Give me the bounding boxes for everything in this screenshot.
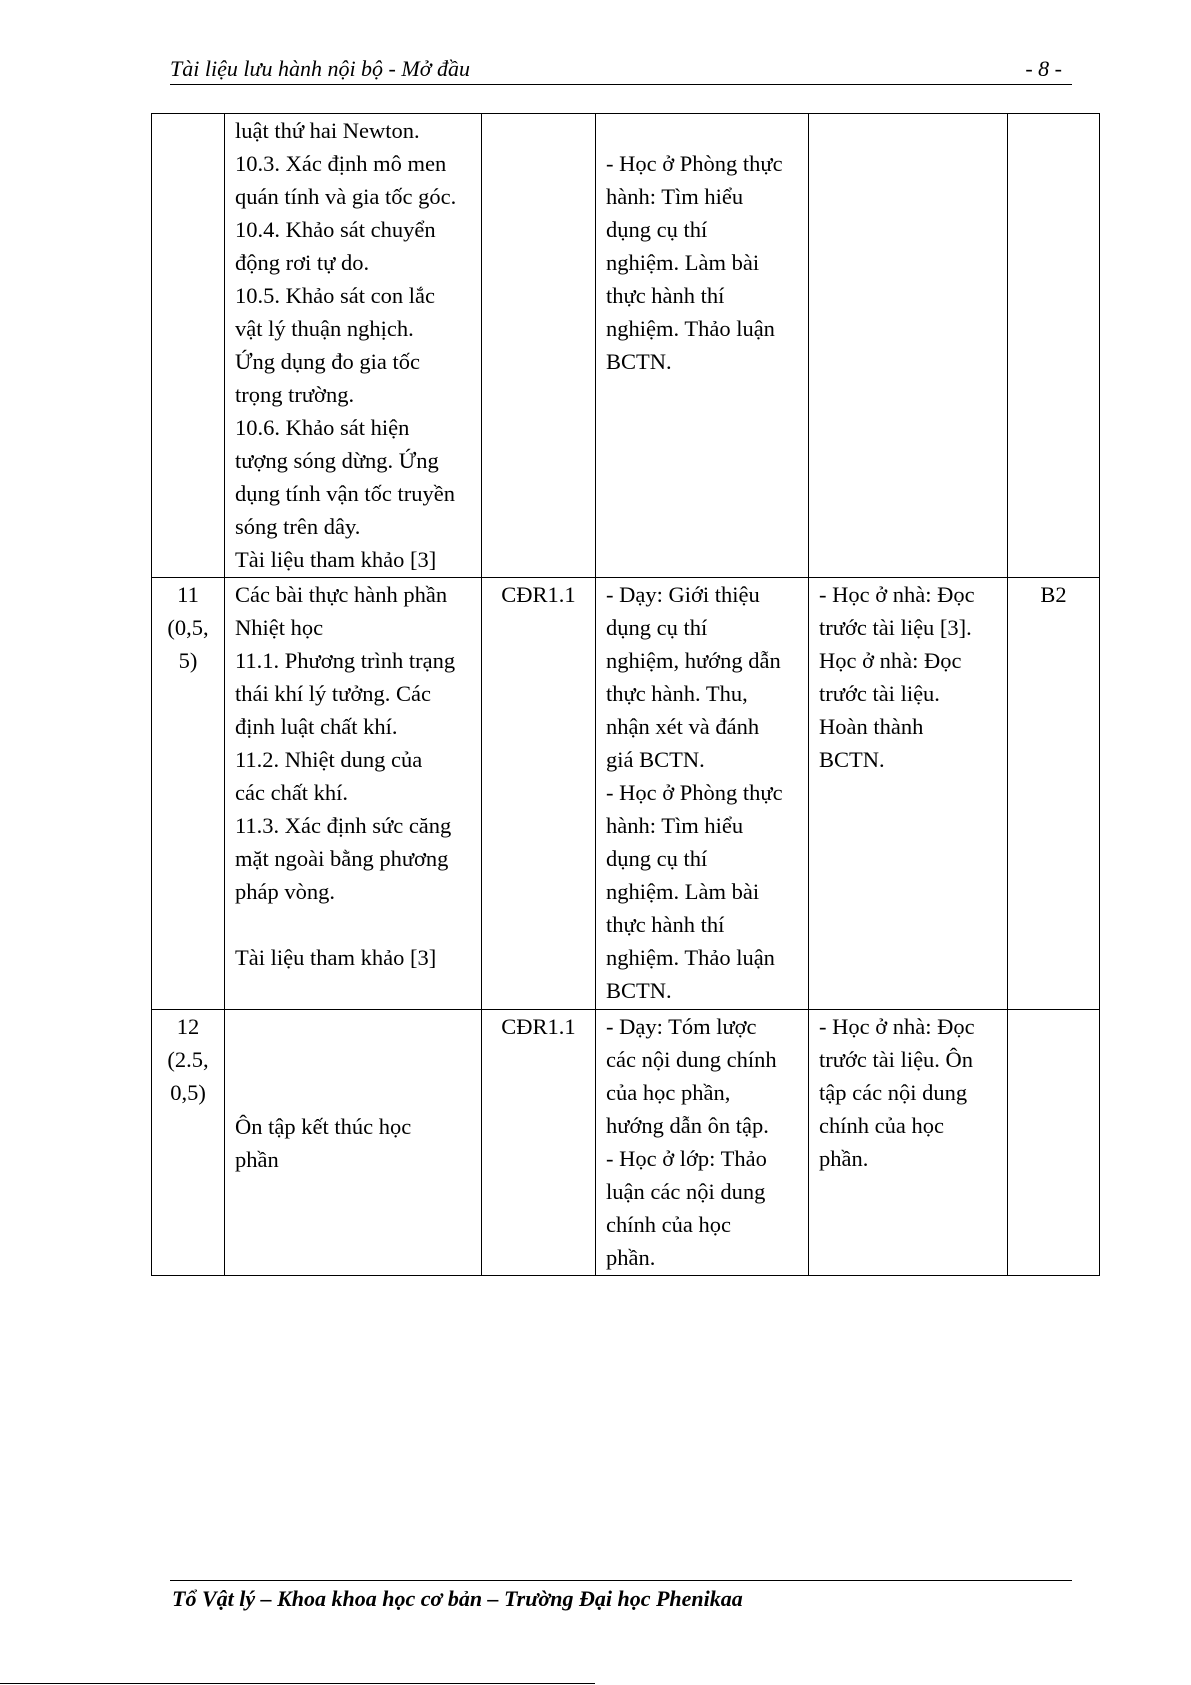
content-line: 10.3. Xác định mô men xyxy=(235,151,447,176)
week-cell xyxy=(152,578,225,1010)
activity-line: dụng cụ thí xyxy=(606,217,708,242)
week-line: (2.5, xyxy=(167,1047,209,1072)
activity-line: nghiệm. Thảo luận xyxy=(606,316,775,341)
content-line: sóng trên dây. xyxy=(235,514,361,539)
content-line: tượng sóng dừng. Ứng xyxy=(235,448,439,473)
content-line: 10.5. Khảo sát con lắc xyxy=(235,283,435,308)
content-line: 11.2. Nhiệt dung của xyxy=(235,747,423,772)
week-line: 0,5) xyxy=(170,1080,206,1105)
content-line: định luật chất khí. xyxy=(235,714,398,739)
self-study-line: - Học ở nhà: Đọc xyxy=(819,1014,975,1039)
assessment-cell: B2 xyxy=(1008,578,1100,1010)
outcome-cell: CĐR1.1 xyxy=(482,578,596,1010)
self-study-line: chính của học xyxy=(819,1113,944,1138)
content-line: Nhiệt học xyxy=(235,615,324,640)
activity-line: nhận xét và đánh xyxy=(606,714,760,739)
activity-line: phần. xyxy=(606,1245,656,1270)
activity-line: BCTN. xyxy=(606,978,672,1003)
content-line: phần xyxy=(235,1146,279,1172)
page-header xyxy=(170,52,1072,85)
assessment-cell xyxy=(1008,114,1100,578)
footer-divider xyxy=(170,1580,1072,1581)
activity-line: thực hành thí xyxy=(606,283,725,308)
week-line: 11 xyxy=(177,582,199,607)
syllabus-table xyxy=(151,113,1100,1276)
self-study-line: BCTN. xyxy=(819,747,885,772)
activity-line: hành: Tìm hiểu xyxy=(606,184,744,209)
self-study-line: trước tài liệu [3]. xyxy=(819,615,972,640)
activity-line: - Học ở Phòng thực xyxy=(606,151,783,176)
week-line: 12 xyxy=(176,1014,200,1039)
self-study-line: tập các nội dung xyxy=(819,1080,968,1105)
activity-line: nghiệm, hướng dẫn xyxy=(606,648,781,673)
spacer xyxy=(606,114,798,147)
self-study-line: trước tài liệu. xyxy=(819,681,940,706)
self-study-line: - Học ở nhà: Đọc xyxy=(819,582,975,607)
self-study-line: Hoàn thành xyxy=(819,714,924,739)
self-study-line: trước tài liệu. Ôn xyxy=(819,1047,974,1072)
content-line: vật lý thuận nghịch. xyxy=(235,316,414,341)
page-footer: Tổ Vật lý – Khoa khoa học cơ bản – Trường Đại học Phenikaa xyxy=(172,1586,743,1611)
activity-line: các nội dung chính xyxy=(606,1047,777,1072)
activity-line: hướng dẫn ôn tập. xyxy=(606,1113,769,1138)
header-title: Tài liệu lưu hành nội bộ - Mở đầu xyxy=(170,56,470,81)
activity-line: giá BCTN. xyxy=(606,747,705,772)
activity-line: - Dạy: Giới thiệu xyxy=(606,582,760,607)
assessment-cell xyxy=(1008,1010,1100,1276)
content-line: Ôn tập kết thúc học xyxy=(235,1113,412,1139)
table-row xyxy=(152,1010,1100,1276)
activity-line: - Dạy: Tóm lược xyxy=(606,1014,757,1039)
week-cell xyxy=(152,1010,225,1276)
self-study-line: Học ở nhà: Đọc xyxy=(819,648,962,673)
activity-line: chính của học xyxy=(606,1212,731,1237)
activity-line: thực hành. Thu, xyxy=(606,681,748,706)
activities-cell xyxy=(596,1010,809,1276)
content-line: luật thứ hai Newton. xyxy=(235,118,420,143)
content-line: 11.3. Xác định sức căng xyxy=(235,813,452,838)
activities-cell xyxy=(596,578,809,1010)
content-line: các chất khí. xyxy=(235,780,349,805)
self-study-cell xyxy=(809,1010,1008,1276)
content-line: trọng trường. xyxy=(235,382,355,407)
content-line: Tài liệu tham khảo [3] xyxy=(235,945,437,970)
activity-line: nghiệm. Làm bài xyxy=(606,250,760,275)
content-line: dụng tính vận tốc truyền xyxy=(235,481,455,506)
spacer xyxy=(235,908,471,941)
activity-line: nghiệm. Làm bài xyxy=(606,879,760,904)
content-line: thái khí lý tưởng. Các xyxy=(235,681,431,706)
content-line: 10.6. Khảo sát hiện xyxy=(235,415,410,440)
activity-line: dụng cụ thí xyxy=(606,846,708,871)
content-line: Ứng dụng đo gia tốc xyxy=(235,349,420,374)
content-cell xyxy=(225,578,482,1010)
table-row xyxy=(152,114,1100,578)
self-study-line: phần. xyxy=(819,1146,869,1171)
content-line: quán tính và gia tốc góc. xyxy=(235,184,457,209)
table-row xyxy=(152,578,1100,1010)
activities-cell xyxy=(596,114,809,578)
activity-line: thực hành thí xyxy=(606,912,725,937)
activity-line: dụng cụ thí xyxy=(606,615,708,640)
page-number: - 8 - xyxy=(1025,56,1062,81)
content-line: 11.1. Phương trình trạng xyxy=(235,648,456,673)
outcome-cell xyxy=(482,114,596,578)
page-edge-divider xyxy=(0,1683,595,1684)
self-study-cell xyxy=(809,578,1008,1010)
self-study-cell xyxy=(809,114,1008,578)
content-cell xyxy=(225,114,482,578)
activity-line: BCTN. xyxy=(606,349,672,374)
content-line: mặt ngoài bằng phương xyxy=(235,846,449,871)
activity-line: của học phần, xyxy=(606,1080,731,1105)
activity-line: - Học ở lớp: Thảo xyxy=(606,1146,767,1171)
week-line: 5) xyxy=(178,648,198,673)
content-line: Các bài thực hành phần xyxy=(235,582,448,607)
content-line: động rơi tự do. xyxy=(235,250,370,275)
week-cell xyxy=(152,114,225,578)
content-line: Tài liệu tham khảo [3] xyxy=(235,547,437,572)
activity-line: hành: Tìm hiểu xyxy=(606,813,744,838)
activity-line: - Học ở Phòng thực xyxy=(606,780,783,805)
content-cell xyxy=(225,1010,482,1276)
activity-line: nghiệm. Thảo luận xyxy=(606,945,775,970)
activity-line: luận các nội dung xyxy=(606,1179,766,1204)
content-line: pháp vòng. xyxy=(235,879,335,904)
outcome-cell: CĐR1.1 xyxy=(482,1010,596,1276)
week-line: (0,5, xyxy=(167,615,209,640)
content-line: 10.4. Khảo sát chuyển xyxy=(235,217,436,242)
